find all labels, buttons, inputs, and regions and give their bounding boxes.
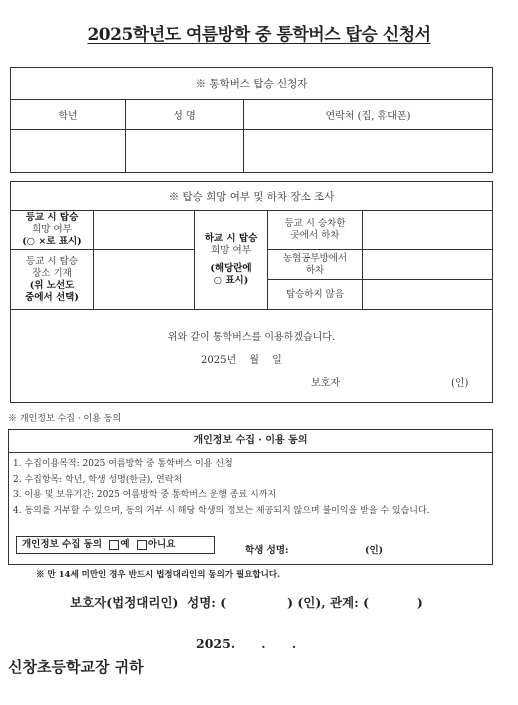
privacy-header: 개인정보 수집 · 이용 동의 — [9, 430, 492, 453]
col-grade: 학년 — [11, 100, 126, 130]
consent-no-label: 아니요 — [147, 539, 176, 550]
option-no-ride: 탑승하지 않음 — [268, 280, 363, 310]
privacy-note: ※ 개인정보 수집 · 이용 동의 — [8, 414, 122, 424]
consent-box — [16, 536, 215, 554]
privacy-box — [8, 429, 493, 565]
guardian-consent-note: ※ 만 14세 미만인 경우 반드시 법정대리인의 동의가 필요합니다. — [36, 570, 281, 580]
student-seal: (인) — [365, 545, 384, 556]
recipient: 신창초등학교장 귀하 — [8, 658, 144, 676]
location-cell[interactable] — [94, 250, 195, 310]
privacy-items — [13, 457, 430, 519]
survey-table — [10, 181, 493, 403]
arrival-cell[interactable] — [94, 211, 195, 250]
consent-yes-label: 예 — [120, 539, 130, 550]
guardian-label: 보호자 — [311, 378, 340, 389]
location-label: 등교 시 탑승 장소 기재 (위 노선도 중에서 선택) — [11, 250, 94, 310]
privacy-item: 2. 수집항목: 학년, 학생 성명(한글), 연락처 — [13, 474, 183, 485]
guardian-seal: (인) — [451, 378, 469, 389]
applicant-table — [10, 67, 493, 173]
consent-yes-checkbox[interactable] — [109, 540, 119, 550]
statement-cell — [11, 310, 493, 403]
option-no-ride-cell[interactable] — [363, 280, 493, 310]
grade-cell[interactable] — [11, 130, 126, 173]
statement-text: 위와 같이 통학버스를 이용하겠습니다. — [167, 332, 336, 343]
applicant-header: ※ 통학버스 탑승 신청자 — [11, 68, 493, 100]
contact-cell[interactable] — [244, 130, 493, 173]
survey-header: ※ 탑승 희망 여부 및 하차 장소 조사 — [11, 182, 493, 211]
consent-no-checkbox[interactable] — [137, 540, 147, 550]
statement-date: 2025년 월 일 — [201, 355, 282, 366]
privacy-item: 3. 이용 및 보유기간: 2025 여름방학 중 통학버스 운행 종료 시까지 — [13, 490, 277, 500]
option-same-stop: 등교 시 승차한 곳에서 하차 — [268, 211, 363, 250]
name-cell[interactable] — [126, 130, 244, 173]
privacy-item: 4. 동의를 거부할 수 있으며, 동의 거부 시 해당 학생의 정보는 제공되지 않으며 불이익을 받을 수 있습니다. — [13, 505, 430, 516]
consent-label: 개인정보 수집 동의 — [22, 539, 103, 550]
arrival-label: 등교 시 탑승 희망 여부 (○ ×로 표시) — [11, 211, 94, 250]
option-study-room: 농협공부방에서 하차 — [268, 250, 363, 280]
student-name-label: 학생 성명: — [245, 545, 289, 556]
col-contact: 연락처 (집, 휴대폰) — [244, 100, 493, 130]
guardian-signature-line: 보호자(법정대리인) 성명: ( ) (인), 관계: ( ) — [70, 595, 423, 610]
option-same-stop-cell[interactable] — [363, 211, 493, 250]
submission-date: 2025. . . — [196, 636, 297, 651]
page-title: 2025학년도 여름방학 중 통학버스 탑승 신청서 — [87, 25, 431, 45]
privacy-item: 1. 수집이용목적: 2025 여름방학 중 통학버스 이용 신청 — [13, 459, 233, 469]
option-study-room-cell[interactable] — [363, 250, 493, 280]
departure-label: 하교 시 탑승 희망 여부 (해당란에 ○ 표시) — [195, 211, 268, 310]
col-name: 성 명 — [126, 100, 244, 130]
